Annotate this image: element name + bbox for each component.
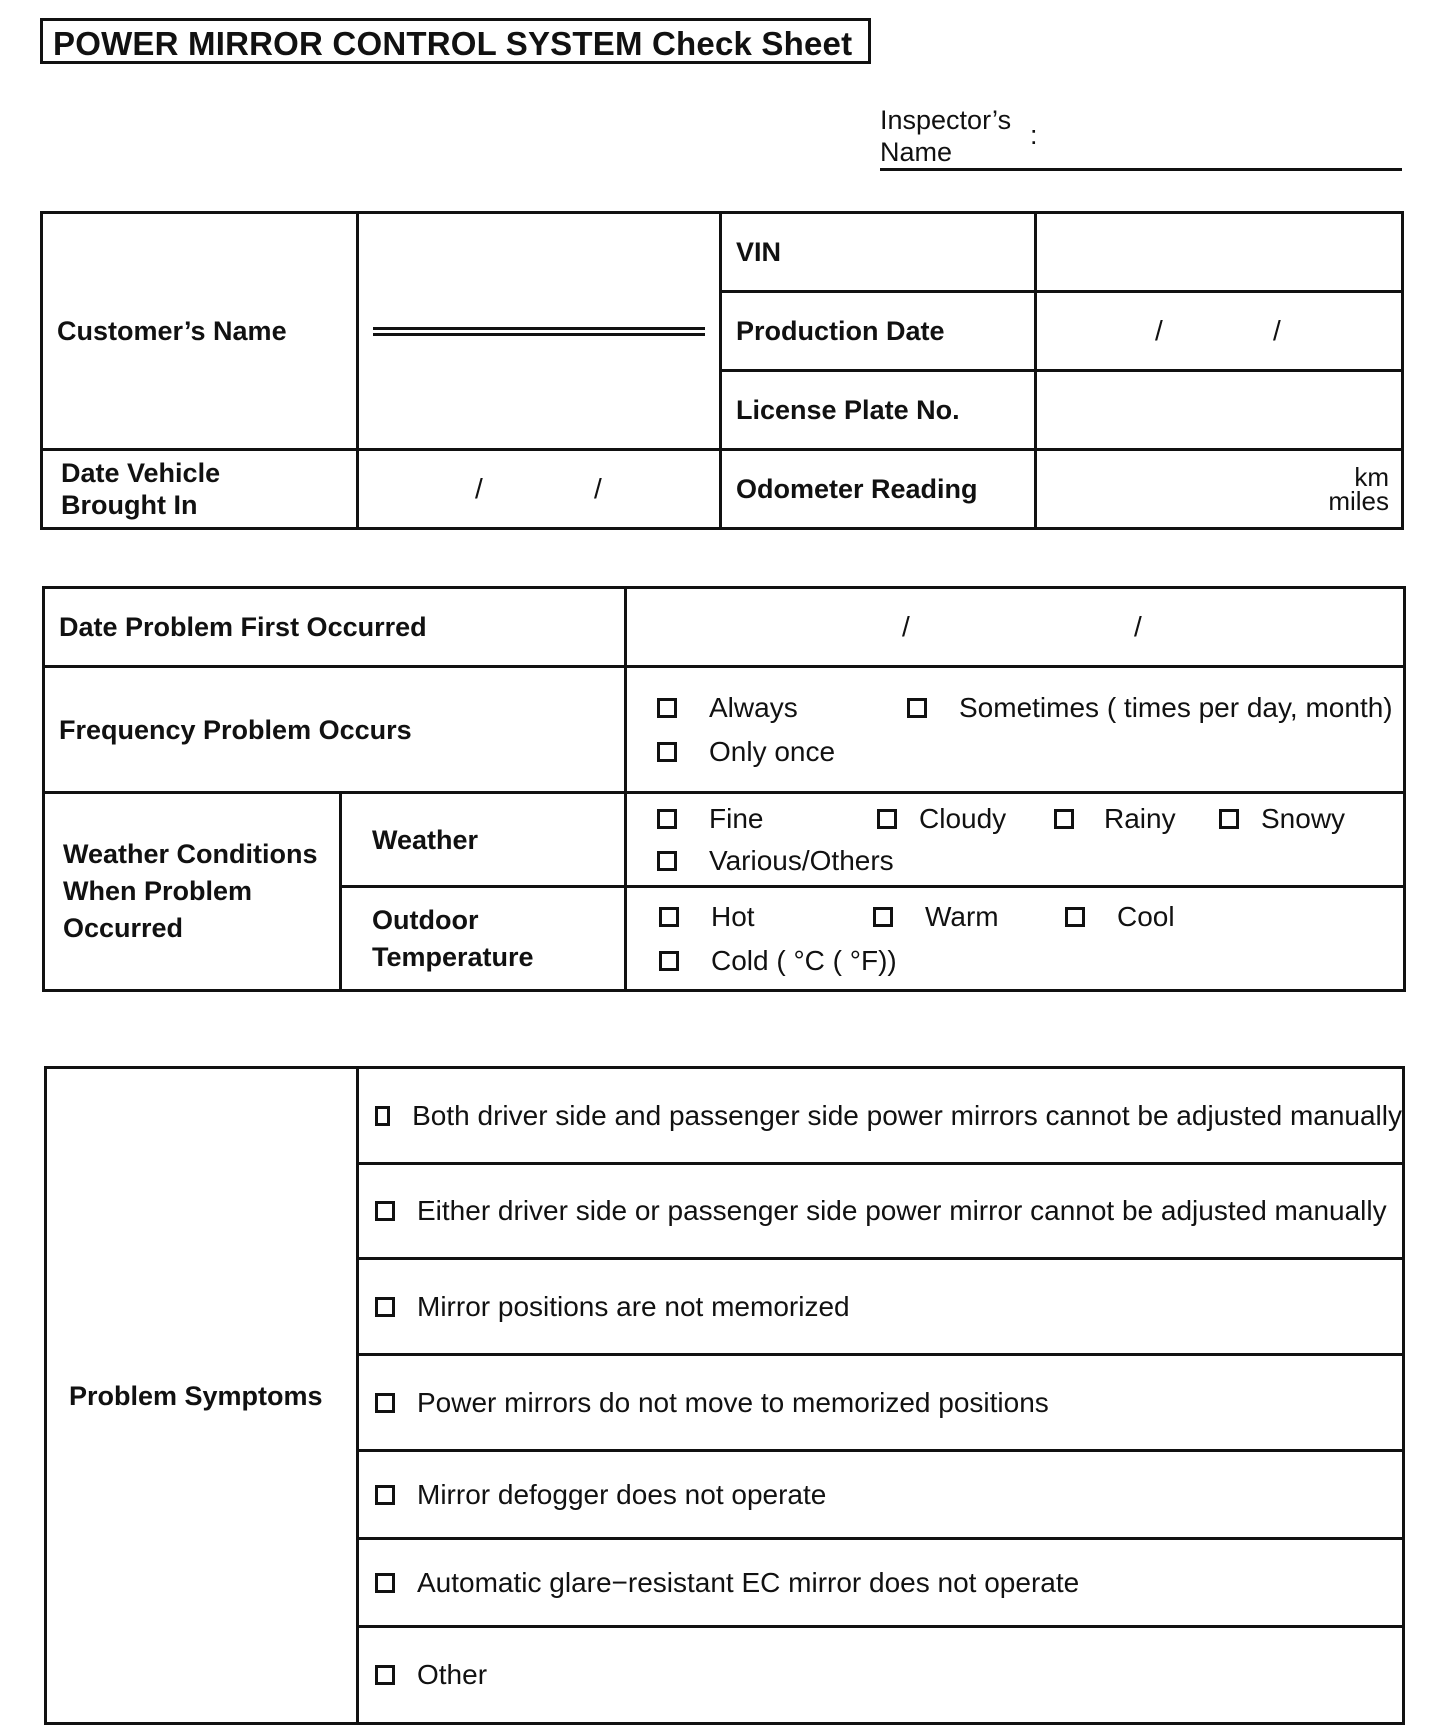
symptom-text: Mirror defogger does not operate (417, 1478, 827, 1510)
inspector-colon: : (1030, 120, 1038, 150)
checkbox[interactable] (1054, 809, 1074, 829)
symptom-option[interactable] (375, 1100, 1402, 1132)
inspector-name-field[interactable] (880, 100, 1400, 172)
inspector-label-line2: Name (880, 137, 953, 167)
date-brought-in-line1: Date Vehicle (61, 458, 221, 488)
date-brought-in-line2: Brought In (61, 490, 198, 520)
date-first-occurred-field[interactable] (626, 588, 1405, 667)
frequency-label: Frequency Problem Occurs (44, 667, 626, 793)
date-first-occurred-label: Date Problem First Occurred (44, 588, 626, 667)
unit-km: km (1354, 462, 1389, 492)
checkbox[interactable] (659, 951, 679, 971)
symptom-text: Either driver side or passenger side power mirror cannot be adjusted manually (417, 1195, 1387, 1226)
weather-label: Weather (341, 793, 626, 887)
option-warm[interactable] (873, 895, 999, 939)
customer-name-double-line (373, 327, 705, 336)
symptom-item (358, 1259, 1404, 1355)
weather-conditions-label (44, 793, 341, 991)
option-label: Cool (1117, 900, 1175, 932)
date-separator: / (902, 611, 910, 642)
license-plate-field[interactable] (1036, 371, 1403, 450)
checkbox[interactable] (877, 809, 897, 829)
date-separator: / (475, 473, 483, 504)
symptom-text: Other (417, 1659, 488, 1690)
symptom-item (358, 1164, 1404, 1259)
option-always[interactable] (657, 686, 798, 730)
production-date-label: Production Date (721, 292, 1036, 371)
title-box (40, 18, 871, 64)
option-hot[interactable] (659, 895, 755, 939)
customer-name-field[interactable] (358, 213, 721, 450)
symptom-text: Power mirrors do not move to memorized positions (417, 1386, 1049, 1418)
checkbox[interactable] (657, 809, 677, 829)
option-cool[interactable] (1065, 895, 1175, 939)
option-label: Snowy (1261, 802, 1346, 834)
symptoms-table (44, 1066, 1405, 1725)
checkbox[interactable] (873, 907, 893, 927)
checkbox[interactable] (1219, 809, 1239, 829)
date-brought-in-label (42, 450, 358, 529)
option-sometimes[interactable] (907, 686, 1393, 730)
checkbox[interactable] (375, 1573, 395, 1593)
option-fine[interactable] (657, 798, 763, 840)
option-only-once[interactable] (657, 730, 835, 774)
vehicle-info-table (40, 211, 1404, 530)
checkbox[interactable] (375, 1297, 395, 1317)
checkbox[interactable] (907, 698, 927, 718)
weather-conditions-line2: When Problem (63, 876, 253, 906)
checkbox[interactable] (1065, 907, 1085, 927)
date-separator: / (594, 473, 602, 504)
date-brought-in-field[interactable] (358, 450, 721, 529)
customer-name-label: Customer’s Name (42, 213, 358, 450)
symptom-item (358, 1068, 1404, 1164)
option-label: Warm (925, 900, 999, 932)
checkbox[interactable] (657, 851, 677, 871)
unit-miles: miles (1328, 486, 1389, 516)
symptom-option[interactable] (375, 1195, 1402, 1227)
option-label: Cloudy (919, 802, 1007, 834)
odometer-field[interactable] (1036, 450, 1403, 529)
problem-symptoms-label: Problem Symptoms (46, 1068, 358, 1724)
date-separator: / (1273, 315, 1281, 346)
vin-field[interactable] (1036, 213, 1403, 292)
checkbox[interactable] (375, 1485, 395, 1505)
symptom-text: Automatic glare−resistant EC mirror does not operate (417, 1566, 1080, 1598)
checkbox[interactable] (375, 1665, 395, 1685)
inspector-name-label (880, 104, 1040, 168)
checkbox[interactable] (659, 907, 679, 927)
symptom-item (358, 1627, 1404, 1724)
frequency-options (626, 667, 1405, 793)
production-date-field[interactable] (1036, 292, 1403, 371)
temperature-line2: Temperature (372, 941, 534, 972)
weather-conditions-line1: Weather Conditions (63, 839, 318, 869)
checkbox[interactable] (375, 1393, 395, 1413)
weather-options (626, 793, 1405, 887)
option-various-others[interactable] (657, 840, 894, 882)
symptom-option[interactable] (375, 1291, 1402, 1323)
symptom-option[interactable] (375, 1479, 1402, 1511)
option-label: Fine (709, 802, 764, 834)
checkbox[interactable] (375, 1201, 395, 1221)
date-separator: / (1155, 315, 1163, 346)
checkbox[interactable] (375, 1106, 390, 1126)
option-cold[interactable] (659, 939, 897, 983)
symptom-item (358, 1355, 1404, 1451)
odometer-units (1037, 462, 1401, 516)
weather-conditions-line3: Occurred (63, 913, 184, 943)
temperature-line1: Outdoor (372, 904, 479, 935)
temperature-label (341, 887, 626, 991)
date-separator: / (1134, 611, 1142, 642)
symptom-text: Mirror positions are not memorized (417, 1290, 850, 1322)
checkbox[interactable] (657, 698, 677, 718)
temperature-options (626, 887, 1405, 991)
option-label: Rainy (1104, 802, 1176, 834)
symptom-item (358, 1451, 1404, 1539)
symptom-option[interactable] (375, 1567, 1402, 1599)
page-title: POWER MIRROR CONTROL SYSTEM Check Sheet (53, 25, 853, 62)
option-cloudy[interactable] (877, 798, 1006, 840)
option-label: Hot (711, 900, 755, 932)
odometer-label: Odometer Reading (721, 450, 1036, 529)
vin-label: VIN (721, 213, 1036, 292)
option-rainy[interactable] (1054, 798, 1176, 840)
checkbox[interactable] (657, 742, 677, 762)
symptom-item (358, 1539, 1404, 1627)
option-label: Sometimes ( times per day, month) (959, 691, 1393, 723)
option-label: Cold ( °C ( °F)) (711, 944, 897, 976)
inspector-name-underline (880, 168, 1402, 171)
symptom-option[interactable] (375, 1659, 1402, 1691)
inspector-label-line1: Inspector’s (880, 105, 1012, 135)
license-plate-label: License Plate No. (721, 371, 1036, 450)
conditions-table (42, 586, 1406, 992)
option-snowy[interactable] (1219, 798, 1345, 840)
symptom-option[interactable] (375, 1387, 1402, 1419)
option-label: Only once (709, 735, 836, 767)
option-label: Various/Others (709, 844, 894, 876)
option-label: Always (709, 691, 798, 723)
symptom-text: Both driver side and passenger side power mirrors cannot be adjusted manually (412, 1099, 1402, 1131)
